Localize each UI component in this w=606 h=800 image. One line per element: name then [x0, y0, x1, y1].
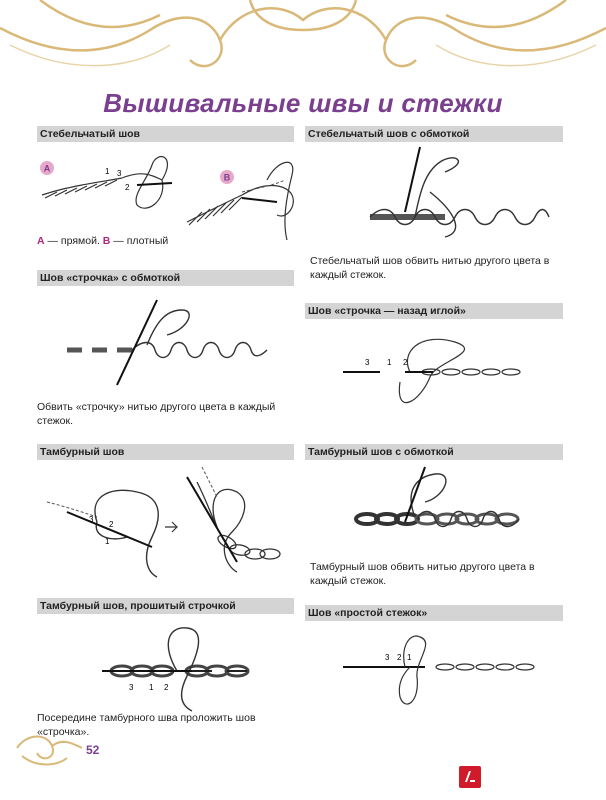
- label-a: A: [43, 163, 51, 174]
- chain-whipped-caption: Тамбурный шов обвить нитью другого цвета в каждый стежок.: [310, 561, 535, 587]
- chain-running-marker-1: 1: [149, 683, 154, 692]
- stem-whipped-diagram: [305, 142, 563, 242]
- marker-1: 1: [105, 167, 110, 176]
- section-header-stem: Стебельчатый шов: [37, 126, 294, 142]
- page-number: 52: [86, 743, 100, 757]
- running-marker-2: 2: [397, 653, 402, 662]
- stem-stitch-diagram: [37, 150, 297, 245]
- chain-marker-2: 2: [109, 520, 114, 529]
- section-header-running-whipped: Шов «строчка» с обмоткой: [37, 270, 294, 286]
- backstitch-marker-3: 3: [365, 358, 370, 367]
- marker-3: 3: [117, 169, 122, 178]
- stem-whipped-caption: Стебельчатый шов обвить нитью другого цвета в каждый стежок.: [310, 255, 550, 281]
- chain-running-diagram: [37, 616, 297, 716]
- running-marker-3: 3: [385, 653, 390, 662]
- top-ornament: [0, 0, 606, 95]
- running-whipped-diagram: [37, 290, 297, 395]
- section-header-backstitch: Шов «строчка — назад иглой»: [305, 303, 563, 319]
- section-header-running: Шов «простой стежок»: [305, 605, 563, 621]
- chain-diagram: [37, 462, 297, 582]
- page-title: Вышивальные швы и стежки: [103, 88, 503, 118]
- backstitch-marker-2: 2: [403, 358, 408, 367]
- stem-caption: A — прямой. B — плотный: [37, 235, 169, 247]
- backstitch-marker-1: 1: [387, 358, 392, 367]
- chain-marker-1: 1: [105, 537, 110, 546]
- chain-running-marker-2: 2: [164, 683, 169, 692]
- running-stitch-diagram: [305, 622, 563, 722]
- chain-running-marker-3: 3: [129, 683, 134, 692]
- running-whipped-caption: Обвить «строчку» нитью другого цвета в каждый стежок.: [37, 401, 276, 427]
- chain-marker-3: 3: [89, 515, 94, 524]
- running-marker-1: 1: [407, 653, 412, 662]
- label-b: B: [223, 172, 231, 183]
- marker-2: 2: [125, 183, 130, 192]
- section-header-chain: Тамбурный шов: [37, 444, 294, 460]
- section-header-chain-whipped: Тамбурный шов с обмоткой: [305, 444, 563, 460]
- arrow-right-icon: [165, 522, 177, 532]
- chain-whipped-diagram: [305, 462, 563, 562]
- corner-ornament: [12, 728, 92, 768]
- section-header-chain-running: Тамбурный шов, прошитый строчкой: [37, 598, 294, 614]
- section-header-stem-whipped: Стебельчатый шов с обмоткой: [305, 126, 563, 142]
- backstitch-diagram: [305, 322, 563, 422]
- labirint-logo-icon: [459, 766, 481, 788]
- chain-running-caption: Посередине тамбурного шва проложить шов «строчка».: [37, 712, 256, 738]
